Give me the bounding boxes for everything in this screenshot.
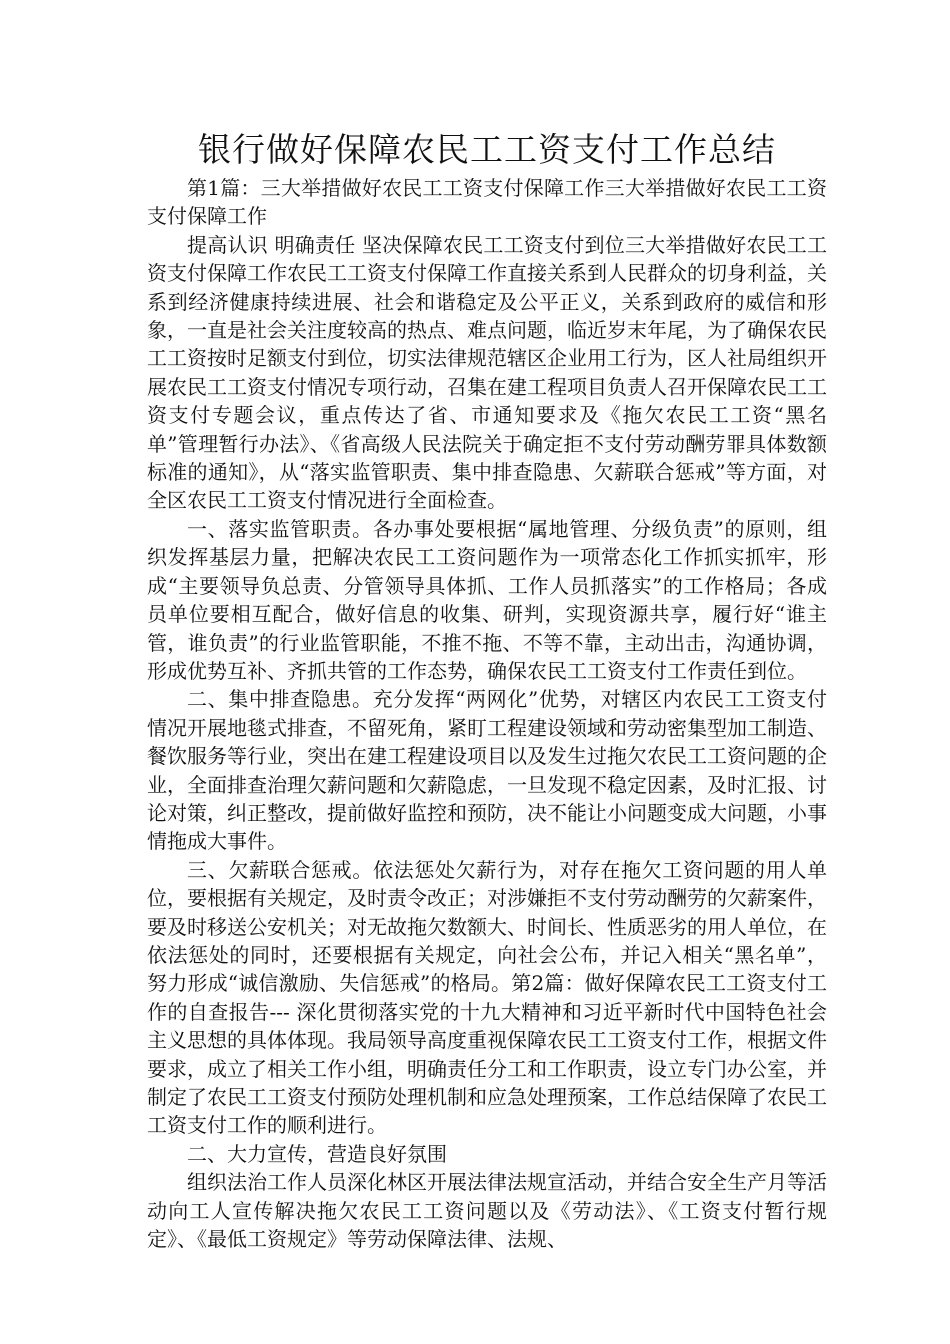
paragraph-7: 组织法治工作人员深化林区开展法律法规宣活动，并结合安全生产月等活动向工人宣传解决拖欠农民工工资问题以及《劳动法》、《工资支付暂行规定》、《最低工资规定》等劳动保障法律、法规、: [147, 1170, 827, 1252]
paragraph-1: 第1篇：三大举措做好农民工工资支付保障工作三大举措做好农民工工资支付保障工作: [147, 176, 827, 229]
paragraph-2: 提高认识 明确责任 坚决保障农民工工资支付到位三大举措做好农民工工资支付保障工作农民工工资支付保障工作直接关系到人民群众的切身利益，关系到经济健康持续进展、社会和谐稳定及公平正义，关系到政府的威信和形象，一直是社会关注度较高的热点、难点问题，临近岁末年尾，为了确保农民工工资按时足额支付到位，切实法律规范辖区企业用工行为，区人社局组织开展农民工工资支付情况专项行动，召集在建工程项目负责人召开保障农民工工资支付专题会议，重点传达了省、市通知要求及《拖欠农民工工资“黑名单”管理暂行办法》、《省高级人民法院关于确定拒不支付劳动酬劳罪具体数额标准的通知》，从“落实监管职责、集中排查隐患、欠薪联合惩戒”等方面，对全区农民工工资支付情况进行全面检查。: [147, 232, 827, 513]
paragraph-6: 二、大力宣传，营造良好氛围: [187, 1141, 447, 1166]
paragraph-5: 三、欠薪联合惩戒。依法惩处欠薪行为，对存在拖欠工资问题的用人单位，要根据有关规定，及时责令改正；对涉嫌拒不支付劳动酬劳的欠薪案件，要及时移送公安机关；对无故拖欠数额大、时间长、性质恶劣的用人单位，在依法惩处的同时，还要根据有关规定，向社会公布，并记入相关“黑名单”，努力形成“诚信激励、失信惩戒”的格局。第2篇：做好保障农民工工资支付工作的自查报告--- 深化贯彻落实党的十九大精神和习近平新时代中国特色社会主义思想的具体体现。我局领导高度重视保障农民工工资支付工作，根据文件要求，成立了相关工作小组，明确责任分工和工作职责，设立专门办公室，并制定了农民工工资支付预防处理机制和应急处理预案，工作总结保障了农民工工资支付工作的顺利进行。: [147, 857, 827, 1138]
document-page: [147, 128, 827, 1253]
paragraph-3: 一、落实监管职责。各办事处要根据“属地管理、分级负责”的原则，组织发挥基层力量，把解决农民工工资问题作为一项常态化工作抓实抓牢，形成“主要领导负总责、分管领导具体抓、工作人员抓落实”的工作格局；各成员单位要相互配合，做好信息的收集、研判，实现资源共享，履行好“谁主管，谁负责”的行业监管职能，不推不拖、不等不靠，主动出击，沟通协调，形成优势互补、齐抓共管的工作态势，确保农民工工资支付工作责任到位。: [147, 516, 827, 683]
document-title: 银行做好保障农民工工资支付工作总结: [198, 130, 776, 169]
paragraph-4: 二、集中排查隐患。充分发挥“两网化”优势，对辖区内农民工工资支付情况开展地毯式排查，不留死角，紧盯工程建设领域和劳动密集型加工制造、餐饮服务等行业，突出在建工程建设项目以及发生过拖欠农民工工资问题的企业，全面排查治理欠薪问题和欠薪隐虑，一旦发现不稳定因素，及时汇报、讨论对策，纠正整改，提前做好监控和预防，决不能让小问题变成大问题，小事情拖成大事件。: [147, 687, 827, 854]
